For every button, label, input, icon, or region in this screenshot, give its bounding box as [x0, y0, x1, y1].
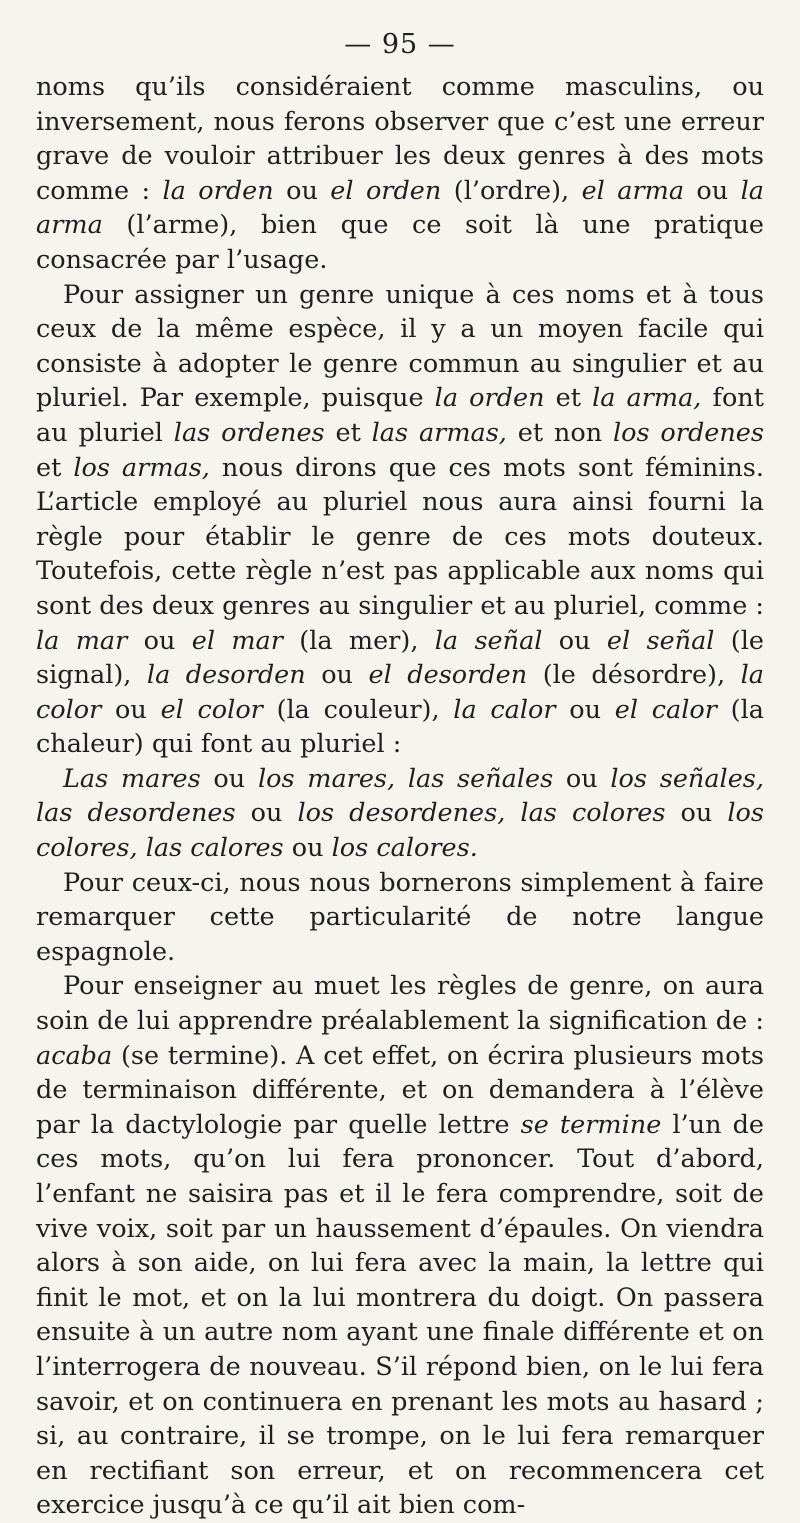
italic-text: los desordenes,	[297, 798, 506, 829]
italic-text: el orden	[330, 175, 442, 206]
text-run: et	[544, 383, 593, 414]
text-run: font au pluriel	[36, 383, 764, 448]
text-run: (le désordre),	[527, 660, 741, 691]
text-run: ou	[665, 798, 728, 829]
text-run	[505, 798, 520, 828]
text-run: et non	[506, 417, 613, 448]
text-run: (la chaleur) qui font au pluriel :	[36, 694, 764, 760]
italic-text: Las mares	[63, 763, 201, 794]
paragraph-4	[36, 866, 764, 970]
text-run: nous dirons que ces mots sont féminins. L’article employé au pluriel nous aura ainsi fourni la règle pour établir le genre de ces mots douteux. Toutefois, cette règle n’est pas applicable aux noms qui sont des deux genres au singulier et au pluriel, comme :	[36, 452, 765, 621]
page-number: — 95 —	[344, 29, 456, 60]
italic-text: la señal	[434, 625, 543, 656]
text-run: ou	[542, 625, 607, 656]
italic-text: los mares,	[257, 763, 396, 794]
text-run: (se termine). A cet effet, on écrira plusieurs mots de terminaison différente, et on demandera à l’élève par la dactylologie par quelle lettre	[36, 1040, 764, 1140]
paragraph-1	[36, 70, 764, 278]
text-run: (la mer),	[282, 625, 435, 656]
text-run: (la couleur),	[262, 694, 454, 725]
italic-text: la desorden	[146, 660, 306, 691]
italic-text: el arma	[581, 175, 685, 206]
italic-text: las colores	[520, 798, 666, 829]
paragraph-2	[36, 278, 764, 762]
paragraph-examples	[36, 762, 764, 866]
italic-text: los calores.	[331, 833, 478, 864]
italic-text: los armas,	[73, 452, 210, 483]
italic-text: acaba	[36, 1040, 113, 1071]
text-run: Pour ceux-ci, nous nous bornerons simplement à faire remarquer cette particularité de notre langue espagnole.	[36, 867, 764, 967]
italic-text: los ordenes	[612, 417, 764, 448]
italic-text: los señales,	[610, 763, 764, 794]
text-run: ou	[555, 694, 615, 725]
italic-text: el señal	[606, 625, 715, 656]
text-run: ou	[127, 625, 192, 656]
italic-text: las armas,	[371, 417, 507, 448]
italic-text: las desordenes	[36, 798, 236, 829]
text-run: Pour enseigner au muet les règles de genre, on aura soin de lui apprendre préalablement la signification de :	[36, 971, 764, 1037]
italic-text: las señales	[407, 763, 554, 794]
text-run: (le signal),	[36, 625, 764, 691]
italic-text: las ordenes	[173, 417, 325, 448]
text-run: noms qu’ils considéraient comme masculins, ou inversement, nous ferons observer que c’est une erreur grave de vouloir attribuer les deux genres à des mots comme :	[36, 72, 764, 206]
text-run: ou	[283, 833, 332, 864]
text-run: (l’arme), bien que ce soit là une pratique consacrée par l’usage.	[36, 210, 764, 275]
italic-text: las calores	[145, 833, 284, 864]
text-run: et	[324, 417, 372, 448]
italic-text: la arma	[36, 175, 764, 241]
text-run: et	[36, 452, 74, 483]
text-run: (l’ordre),	[441, 175, 582, 206]
italic-text: la arma,	[592, 383, 702, 414]
italic-text: la orden	[162, 175, 274, 206]
paragraph-5	[36, 969, 764, 1523]
italic-text: los colores,	[36, 798, 764, 864]
text-run: ou	[235, 798, 298, 829]
text-run: ou	[101, 694, 161, 725]
text-run: l’un de ces mots, qu’on lui fera prononcer. Tout d’abord, l’enfant ne saisira pas et il le fera comprendre, soit de vive voix, soit par un haussement d’épaules. On viendra alors à son aide, on lui fera avec la main, la lettre qui finit le mot, et on la lui montrera du doigt. On passera ensuite à un autre nom ayant une finale différente et on l’interrogera de nouveau. S’il répond bien, on le lui fera savoir, et on continuera en prenant les mots au hasard ; si, au contraire, il se trompe, on le lui fera remarquer en rectifiant son erreur, et on recommencera cet exercice jusqu’à ce qu’il ait bien com-	[36, 1109, 764, 1521]
text-run	[138, 833, 146, 863]
italic-text: la orden	[434, 383, 545, 414]
italic-text: el color	[160, 694, 263, 725]
italic-text: el mar	[191, 625, 283, 656]
text-run	[395, 764, 408, 794]
text-run: ou	[684, 175, 741, 206]
text-run: ou	[305, 660, 369, 691]
text-run: ou	[200, 763, 258, 794]
text-run: ou	[553, 763, 611, 794]
italic-text: el desorden	[368, 660, 528, 691]
italic-text: la color	[36, 660, 764, 725]
italic-text: la calor	[453, 694, 556, 725]
text-run: Pour assigner un genre unique à ces noms et à tous ceux de la même espèce, il y a un moyen facile qui consiste à adopter le genre commun au singulier et au pluriel. Par exemple, puisque	[36, 279, 764, 414]
italic-text: se termine	[520, 1109, 662, 1140]
text-run: ou	[273, 175, 331, 206]
italic-text: el calor	[614, 694, 717, 725]
italic-text: la mar	[36, 625, 128, 656]
